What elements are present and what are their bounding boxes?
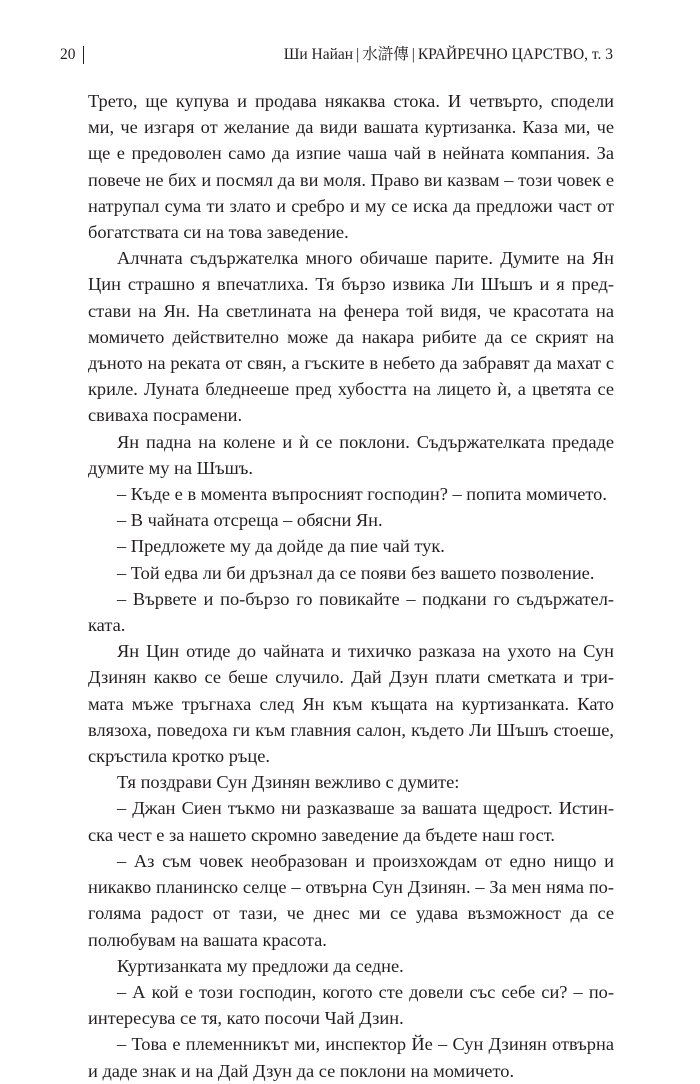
paragraph: – А кой е този господин, когото сте довели със себе си? – поинтересува се тя, като посочи Чай Дзин. [88, 981, 614, 1029]
page-number: 20 [60, 46, 76, 63]
paragraph: – Джан Сиен тъкмо ни разказваше за вашата щедрост. Истинска чест е за нашето скромно заведение да бъдете наш гост. [88, 798, 614, 845]
paragraph: Ян Цин отиде до чайната и тихичко разказа на ухото на Сун Дзинян какво се беше случило. Дай Дзун плати сметката и тримата мъже тръгнаха след Ян към къщата на куртизанката. Като влязоха, поведоха ги към главния салон, където Ли Шъшъ стоеше, скръстила кротко ръце. [88, 641, 614, 767]
page-number-divider [83, 46, 84, 64]
paragraph: – Той едва ли би дръзнал да се появи без вашето позволение. [117, 562, 595, 583]
original-title: 水滸傳 [362, 46, 409, 63]
paragraph: – Аз съм човек необразован и произхождам от едно нищо и никакво планинско селце – отвърна Сун Дзинян. – За мен няма по-голяма радост от тази, че днес ми се удава възможност да се полюбувам на вашата красота. [88, 850, 614, 950]
paragraph: Куртизанката му предложи да седне. [117, 955, 404, 976]
paragraph: – Предложете му да дойде да пие чай тук. [117, 536, 445, 557]
author-name: Ши Найан [283, 46, 354, 63]
paragraph: – В чайната отсреща – обясни Ян. [117, 510, 383, 531]
paragraph: Трето, ще купува и продава някаква стока. И четвърто, сподели ми, че изгаря от желание да види вашата куртизанка. Каза ми, че ще е предоволен само да изпие чаша чай в нейната компания. За повече не бих и посмял да ви моля. Право ви казвам – този човек е натрупал сума ти злато и сребро и му се иска да предложи част от богатствата си на това заведение. [88, 91, 614, 243]
body-text [88, 88, 614, 1084]
page-header [60, 40, 613, 70]
paragraph: – Къде е в момента въпросният господин? – попита момичето. [117, 484, 607, 505]
paragraph: Тя поздрави Сун Дзинян вежливо с думите: [117, 772, 460, 793]
paragraph: Ян падна на колене и ѝ се поклони. Съдържателката предаде думите му на Шъшъ. [88, 431, 614, 478]
paragraph: – Вървете и по-бързо го повикайте – подкани го съдържателката. [88, 588, 614, 636]
book-title: КРАЙРЕЧНО ЦАРСТВО, т. 3 [417, 46, 613, 63]
running-head [284, 40, 613, 70]
header-separator: | [356, 46, 360, 63]
paragraph: Алчната съдържателка много обичаше парите. Думите на Ян Цин страшно я впечатлиха. Тя бързо извика Ли Шъшъ и я представи на Ян. На светлината на фенера той видя, че красотата на момичето действително може да накара рибите да се скрият на дъното на реката от свян, а гъските в небето да забравят да махат с криле. Луната бледнееше пред хубостта на лицето ѝ, а цветята се свиваха посрамени. [88, 248, 614, 426]
paragraph: – Това е племенникът ми, инспектор Йе – Сун Дзинян отвърна и даде знак и на Дай Дзун да се поклони на момичето. [88, 1034, 614, 1081]
header-separator: | [411, 46, 415, 63]
